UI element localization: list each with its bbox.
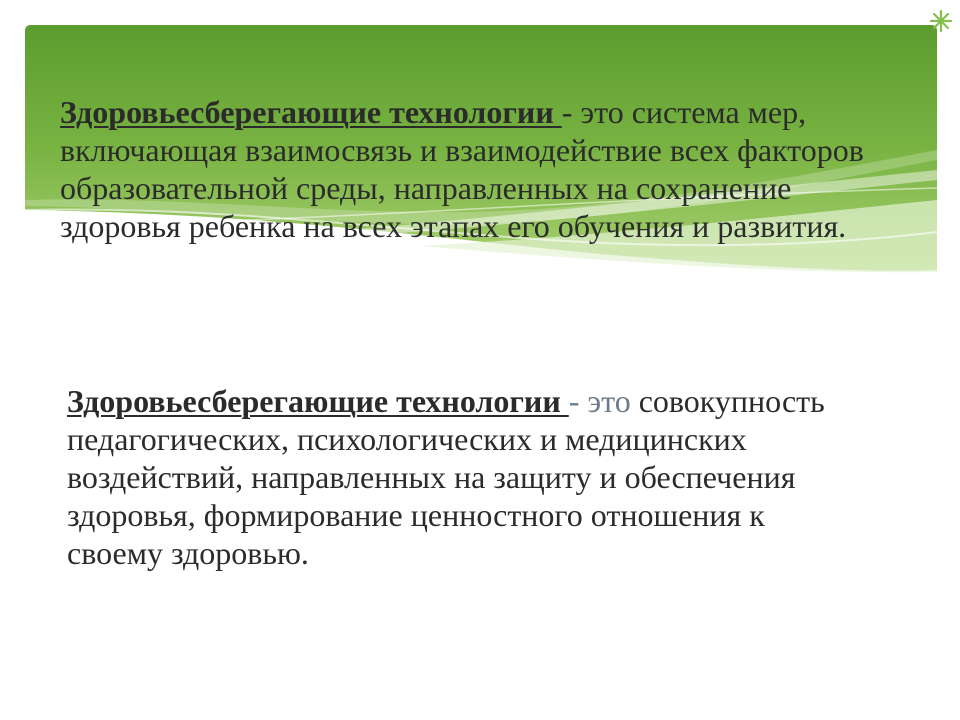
definition-2 <box>67 382 825 572</box>
definition-line: здоровья, формирование ценностного отношения к <box>67 497 765 533</box>
term-heading: Здоровьесберегающие технологии <box>67 383 569 419</box>
definition-line-rest: совокупность <box>630 383 825 419</box>
definition-line: своему здоровью. <box>67 535 309 571</box>
definition-line: педагогических, психологических и медицинских <box>67 421 747 457</box>
definition-connector: - это система мер, <box>561 94 807 130</box>
definition-line: здоровья ребенка на всех этапах его обучения и развития. <box>60 208 847 244</box>
definition-line <box>60 93 864 131</box>
definition-line: включающая взаимосвязь и взаимодействие всех факторов <box>60 132 864 168</box>
asterisk-icon <box>929 9 953 33</box>
definition-1 <box>60 93 864 245</box>
definition-line: воздействий, направленных на защиту и обеспечения <box>67 459 796 495</box>
definition-line <box>67 382 825 420</box>
definition-line: образовательной среды, направленных на сохранение <box>60 170 792 206</box>
definition-connector: - это <box>568 383 631 419</box>
term-heading: Здоровьесберегающие технологии <box>60 94 562 130</box>
